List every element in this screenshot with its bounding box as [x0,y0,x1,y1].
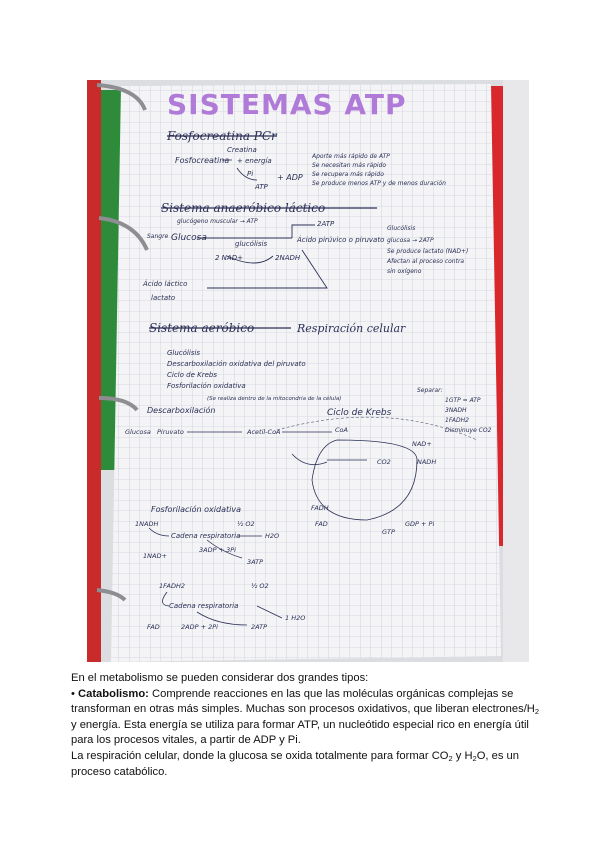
glucosa-label: Glucosa [171,233,207,243]
catabolismo-text: Comprende reacciones en las que las moléculas orgánicas complejas se transforman en otras más simples. Muchas son procesos oxidativos, que liberan electrones/H [71,687,535,716]
cadena-label: Cadena respiratoria [171,532,241,540]
caption-text [71,671,541,780]
respiracion-mid: y H [452,749,473,762]
svg-text:1GTP = ATP: 1GTP = ATP [445,397,481,404]
nad-label: 2 NAD+ [215,254,243,262]
nadh-label: 2NADH [275,254,301,262]
h2o2-label: 1 H2O [285,614,306,622]
svg-text:Aporte más rápido de ATP: Aporte más rápido de ATP [312,153,390,160]
svg-text:CoA: CoA [335,426,348,434]
descarboxilacion-label: Descarboxilación [147,406,216,415]
caption-intro: En el metabolismo se pueden considerar dos grandes tipos: [71,672,369,684]
svg-text:Glucosa: Glucosa [125,428,151,436]
separar-label: Separar: [417,387,443,394]
svg-text:NADH: NADH [417,458,437,466]
svg-text:Se produce menos ATP y de meno: Se produce menos ATP y de menos duración [312,180,446,187]
lactico-label: Ácido láctico [143,280,188,288]
svg-text:FADH: FADH [311,504,329,512]
binder-red-left [87,80,101,662]
piruvato-label: Ácido pirúvico o piruvato [297,236,385,244]
svg-text:Se recupera más rápido: Se recupera más rápido [312,171,384,178]
h2-sub: 2 [534,707,540,717]
eq1-mid: + energía [237,157,272,165]
caption-respiracion [71,749,541,780]
svg-text:Glucólisis: Glucólisis [167,349,201,357]
bullet: • [71,687,75,700]
eq1-top: Creatina [227,146,257,154]
notebook-title: SISTEMAS ATP [167,88,407,121]
svg-text:Disminuye CO2: Disminuye CO2 [445,427,492,434]
svg-text:GTP: GTP [382,528,395,536]
svg-text:1FADH2: 1FADH2 [445,417,469,424]
mitocondria-note: (Se realiza dentro de la mitocondria de la célula) [207,396,342,402]
svg-text:Fosforilación oxidativa: Fosforilación oxidativa [167,382,246,390]
lactato-label: lactato [151,294,176,302]
h2o-label: H2O [265,532,280,540]
catabolismo-term: Catabolismo: [78,687,149,700]
svg-text:Se necesitan más rápido: Se necesitan más rápido [312,162,387,169]
fad-label: FAD [147,623,160,631]
catabolismo-text-end: y energía. Esta energía se utiliza para formar ATP, un nucleótido especial rico en energía útil para los procesos vitales, a partir de ADP y Pi. [71,718,529,747]
svg-text:Glucólisis: Glucólisis [387,225,416,232]
svg-text:Descarboxilación oxidativa del: Descarboxilación oxidativa del piruvato [167,360,306,368]
svg-text:Ciclo de Krebs: Ciclo de Krebs [167,371,217,379]
glucolisis-label: glucólisis [235,240,268,248]
eq1-left: Fosfocreatina [175,156,230,165]
fosforilacion-label: Fosforilación oxidativa [151,505,241,514]
svg-text:3NADH: 3NADH [445,407,467,414]
krebs-label: Ciclo de Krebs [327,408,392,418]
h2o-sub: 2 [472,753,477,763]
svg-text:CO2: CO2 [377,458,391,466]
caption-catabolismo [71,687,541,749]
svg-text:FAD: FAD [315,520,328,528]
nadh1-label: 1NADH [135,520,159,528]
o2b-label: ½ O2 [251,582,269,590]
fadh2-label: 1FADH2 [159,582,185,590]
notebook-drawing [87,80,529,662]
svg-text:sin oxígeno: sin oxígeno [387,268,422,275]
co2-sub: 2 [448,753,453,763]
eq1-atp: ATP [255,183,268,191]
sangre-label: Sangre [147,233,169,240]
svg-text:Acetil-CoA: Acetil-CoA [247,428,281,436]
adp2-label: 2ADP + 2Pi [181,623,218,631]
o2-label: ½ O2 [237,520,255,528]
glucogeno-label: glucógeno muscular → ATP [177,218,258,225]
respiracion-text: La respiración celular, donde la glucosa se oxida totalmente para formar CO [71,749,449,762]
notebook-photo [87,80,529,662]
atp2-label: 2ATP [317,220,335,228]
section2-heading: Sistema anaeróbico láctico [161,201,326,215]
svg-text:glucosa → 2ATP: glucosa → 2ATP [387,237,434,244]
atp2b-label: 2ATP [251,623,267,631]
svg-text:NAD+: NAD+ [412,440,432,448]
section1-heading: Fosfocreatina PCr [167,129,277,143]
eq1-adp: + ADP [277,173,303,182]
svg-text:Afectan al proceso contra: Afectan al proceso contra [387,258,465,265]
atp3-label: 3ATP [247,558,263,566]
eq1-pi: Pi [247,170,254,178]
section3-heading2: Respiración celular [297,322,406,335]
cadena2-label: Cadena respiratoria [169,602,239,610]
svg-text:GDP + Pi: GDP + Pi [405,520,435,528]
svg-text:Se produce lactato (NAD+): Se produce lactato (NAD+) [387,248,469,255]
section3-heading: Sistema aeróbico [149,321,255,335]
adp3-label: 3ADP + 3Pi [199,546,236,554]
nad1-label: 1NAD+ [143,552,167,560]
svg-text:Piruvato: Piruvato [157,428,184,436]
respiracion-end: O, es un proceso catabólico. [71,749,520,778]
